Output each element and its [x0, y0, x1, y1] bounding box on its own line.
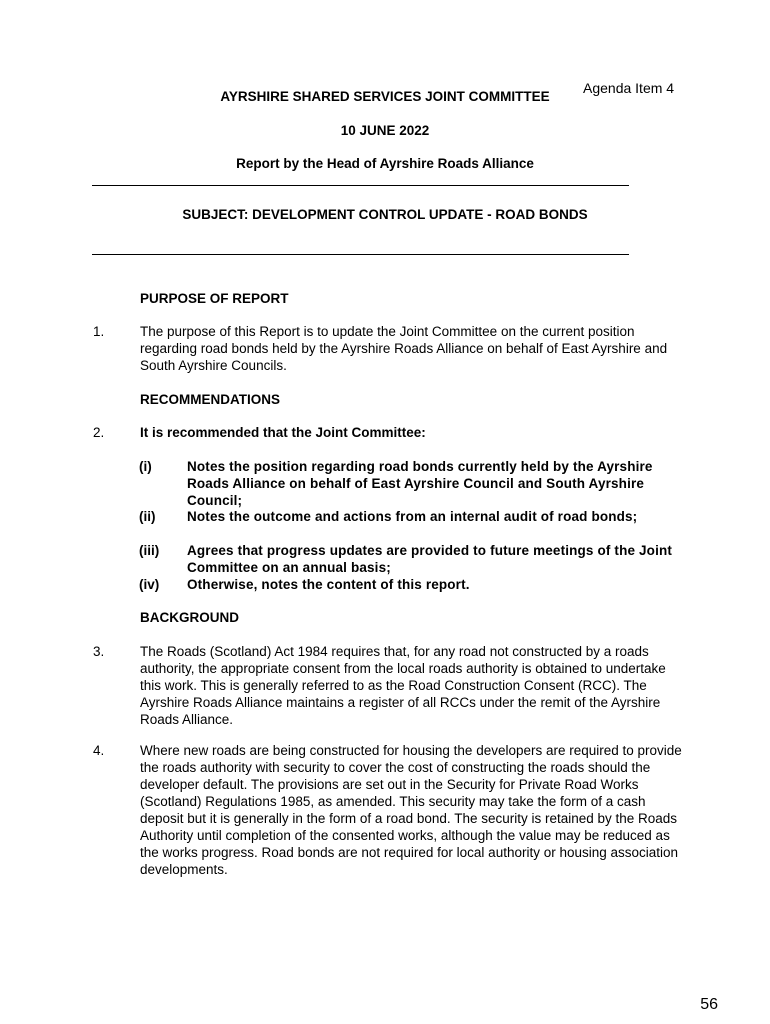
page-number: 56 [700, 996, 718, 1013]
report-author: Report by the Head of Ayrshire Roads Alliance [236, 156, 534, 171]
paragraph-number: 2. [93, 425, 105, 440]
recommendation-numeral: (i) [139, 459, 152, 474]
purpose-text: The purpose of this Report is to update the Joint Committee on the current position regarding road bonds held by the Ayrshire Roads Alliance on behalf of East Ayrshire and South Ayrshire Councils. [140, 324, 668, 373]
recommendation-text: Otherwise, notes the content of this report. [187, 577, 470, 592]
recommendation-text: Notes the outcome and actions from an internal audit of road bonds; [187, 509, 638, 524]
recommendations-intro: It is recommended that the Joint Committee: [140, 425, 426, 440]
recommendation-text: Notes the position regarding road bonds currently held by the Ayrshire Roads Alliance on behalf of East Ayrshire Council and South Ayrshire Council; [187, 459, 653, 508]
background-heading: BACKGROUND [140, 610, 239, 625]
paragraph-number: 4. [93, 743, 105, 758]
subject-line: SUBJECT: DEVELOPMENT CONTROL UPDATE - ROAD BONDS [182, 207, 588, 222]
purpose-heading: PURPOSE OF REPORT [140, 291, 289, 306]
meeting-date: 10 JUNE 2022 [340, 123, 430, 138]
recommendation-numeral: (ii) [139, 509, 156, 524]
paragraph-number: 1. [93, 324, 105, 339]
recommendations-heading: RECOMMENDATIONS [140, 392, 280, 407]
background-paragraph: Where new roads are being constructed for housing the developers are required to provide the roads authority with security to cover the cost of constructing the roads should the developer default. The provisions are set out in the Security for Private Road Works (Scotland) Regulations 1985, as amended. This security may take the form of a cash deposit but it is generally in the form of a road bond. The security is retained by the Roads Authority until completion of the consented works, although the value may be reduced as the works progress. Road bonds are not required for local authority or housing association developments. [140, 743, 682, 877]
recommendation-text: Agrees that progress updates are provided to future meetings of the Joint Committee on an annual basis; [187, 543, 673, 575]
header-rule-top [92, 185, 629, 186]
committee-title: AYRSHIRE SHARED SERVICES JOINT COMMITTEE [220, 89, 550, 104]
recommendation-numeral: (iii) [139, 543, 160, 558]
recommendation-numeral: (iv) [139, 577, 160, 592]
background-paragraph: The Roads (Scotland) Act 1984 requires that, for any road not constructed by a roads authority, the appropriate consent from the local roads authority is obtained to undertake this work. This is generally referred to as the Road Construction Consent (RCC). The Ayrshire Roads Alliance maintains a register of all RCCs under the remit of the Ayrshire Roads Alliance. [140, 644, 666, 727]
header-rule-bottom [92, 254, 629, 255]
agenda-item-label: Agenda Item 4 [583, 80, 675, 96]
paragraph-number: 3. [93, 644, 105, 659]
